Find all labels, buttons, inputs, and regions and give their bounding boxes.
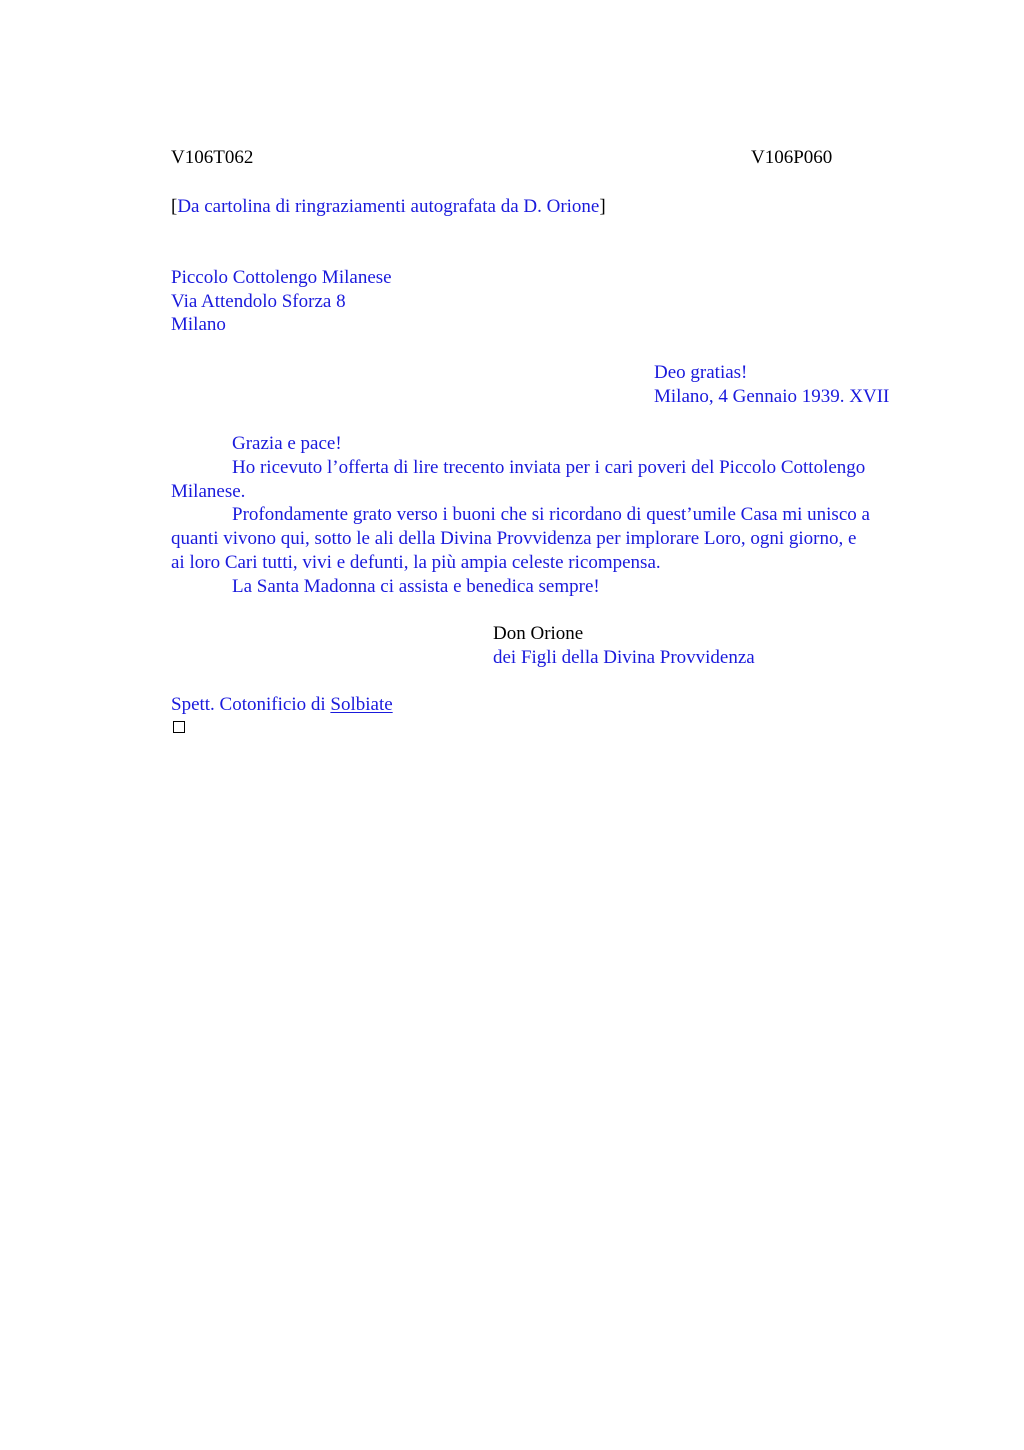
source-note [171, 195, 606, 219]
signature-name: Don Orione [493, 623, 584, 644]
note-open-bracket: [ [171, 196, 178, 217]
recipient-prefix: Spett. Cotonificio di [171, 694, 331, 715]
body-paragraph-2-line-2: quanti vivono qui, sotto le ali della Divina Provvidenza per implorare Loro, ogni giorno, e [171, 528, 857, 549]
signature-title: dei Figli della Divina Provvidenza [493, 647, 755, 668]
address-line-2: Via Attendolo Sforza 8 [171, 291, 346, 312]
recipient-place: Solbiate [330, 694, 393, 715]
empty-square-icon [173, 721, 185, 733]
dateline-salutation: Deo gratias! [654, 362, 748, 383]
note-text: Da cartolina di ringraziamenti autografata da D. Orione [177, 196, 600, 217]
body-paragraph-1-line-2: Milanese. [171, 481, 246, 502]
body-paragraph-3-line-1: La Santa Madonna ci assista e benedica sempre! [232, 576, 600, 597]
document-code-right: V106P060 [751, 147, 833, 168]
address-line-3: Milano [171, 314, 226, 335]
body-paragraph-2-line-1: Profondamente grato verso i buoni che si ricordano di quest’umile Casa mi unisco a [232, 504, 870, 525]
body-greeting: Grazia e pace! [232, 433, 342, 454]
body-paragraph-1-line-1: Ho ricevuto l’offerta di lire trecento inviata per i cari poveri del Piccolo Cottolengo [232, 457, 866, 478]
address-line-1: Piccolo Cottolengo Milanese [171, 267, 392, 288]
recipient-line [171, 693, 393, 717]
note-close-bracket: ] [599, 196, 606, 217]
document-code-left: V106T062 [171, 147, 254, 168]
body-paragraph-2-line-3: ai loro Cari tutti, vivi e defunti, la più ampia celeste ricompensa. [171, 552, 661, 573]
dateline-date: Milano, 4 Gennaio 1939. XVII [654, 386, 890, 407]
